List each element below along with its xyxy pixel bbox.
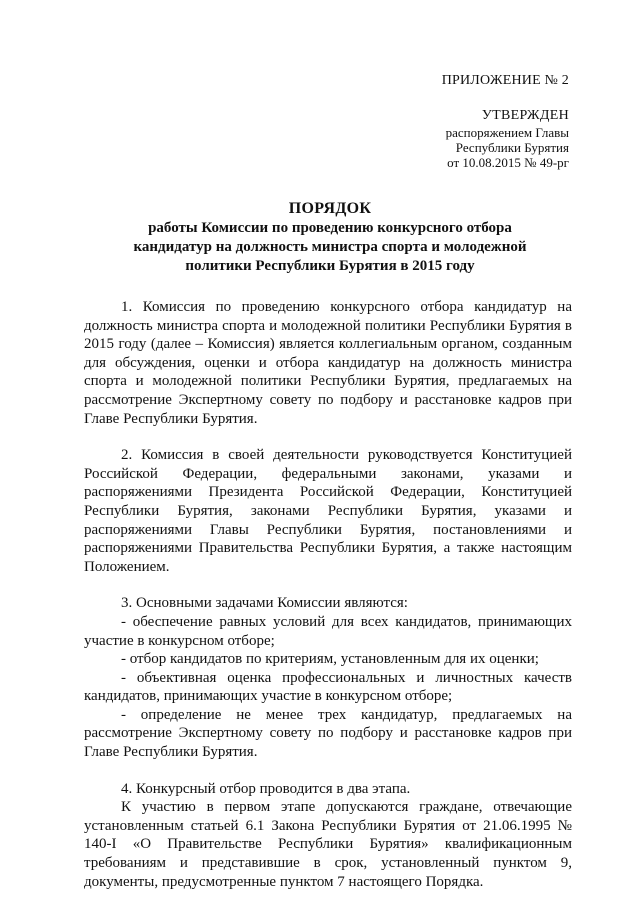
paragraph-3: 3. Основными задачами Комиссии являются: <box>121 595 408 612</box>
approved-line-2: Республики Бурятия <box>455 140 569 155</box>
paragraph-3-item-2: - отбор кандидатов по критериям, установленным для их оценки; <box>121 651 539 668</box>
document-body <box>84 298 572 891</box>
paragraph-1: 1. Комиссия по проведению конкурсного отбора кандидатур на должность министра спорта и молодежной политики Республики Бурятия в 2015 году (далее – Комиссия) является коллегиальным органом, созданным для обсуждения, оценки и отбора кандидатур на должность министра спорта и молодежной политики Республики Бурятия, предлагаемых на рассмотрение Экспертному совету по подбору и расстановке кадров при Главе Республики Бурятия. <box>84 299 572 427</box>
document-subtitle-line-1: работы Комиссии по проведению конкурсного отбора <box>148 220 512 236</box>
appendix-label: ПРИЛОЖЕНИЕ № 2 <box>441 73 569 88</box>
document-subtitle-line-3: политики Республики Бурятия в 2015 году <box>185 258 475 274</box>
approved-line-1: распоряжением Главы <box>445 125 569 140</box>
paragraph-3-item-1: - обеспечение равных условий для всех кандидатов, принимающих участие в конкурсном отборе; <box>84 613 572 649</box>
approved-line-3: от 10.08.2015 № 49-рг <box>447 155 569 170</box>
approved-title: УТВЕРЖДЕН <box>481 108 569 123</box>
paragraph-2: 2. Комиссия в своей деятельности руководствуется Конституцией Российской Федерации, федеральными законами, указами и распоряжениями Президента Российской Федерации, Конституцией Республики Бурятия, законами Республики Бурятия, указами и распоряжениями Главы Республики Бурятия, постановлениями и распоряжениями Правительства Республики Бурятия, а также настоящим Положением. <box>84 447 572 575</box>
document-title: ПОРЯДОК <box>288 200 372 217</box>
approval-stamp <box>446 108 569 170</box>
document-subtitle-line-2: кандидатур на должность министра спорта и молодежной <box>133 239 527 255</box>
paragraph-3-item-4: - определение не менее трех кандидатур, предлагаемых на рассмотрение Экспертному совету по подбору и расстановке кадров при Главе Республики Бурятия. <box>84 706 572 761</box>
paragraph-4-continuation: К участию в первом этапе допускаются граждане, отвечающие установленным статьей 6.1 Закона Республики Бурятия от 21.06.1995 № 140-I «О Правительстве Республики Бурятия» квалификационным требованиям и представившие в срок, установленный пунктом 9, документы, предусмотренные пунктом 7 настоящего Порядка. <box>84 799 572 890</box>
paragraph-3-item-3: - объективная оценка профессиональных и личностных качеств кандидатов, принимающих участие в конкурсном отборе; <box>84 669 572 705</box>
document-heading <box>110 199 550 276</box>
paragraph-4: 4. Конкурсный отбор проводится в два этапа. <box>121 780 411 797</box>
